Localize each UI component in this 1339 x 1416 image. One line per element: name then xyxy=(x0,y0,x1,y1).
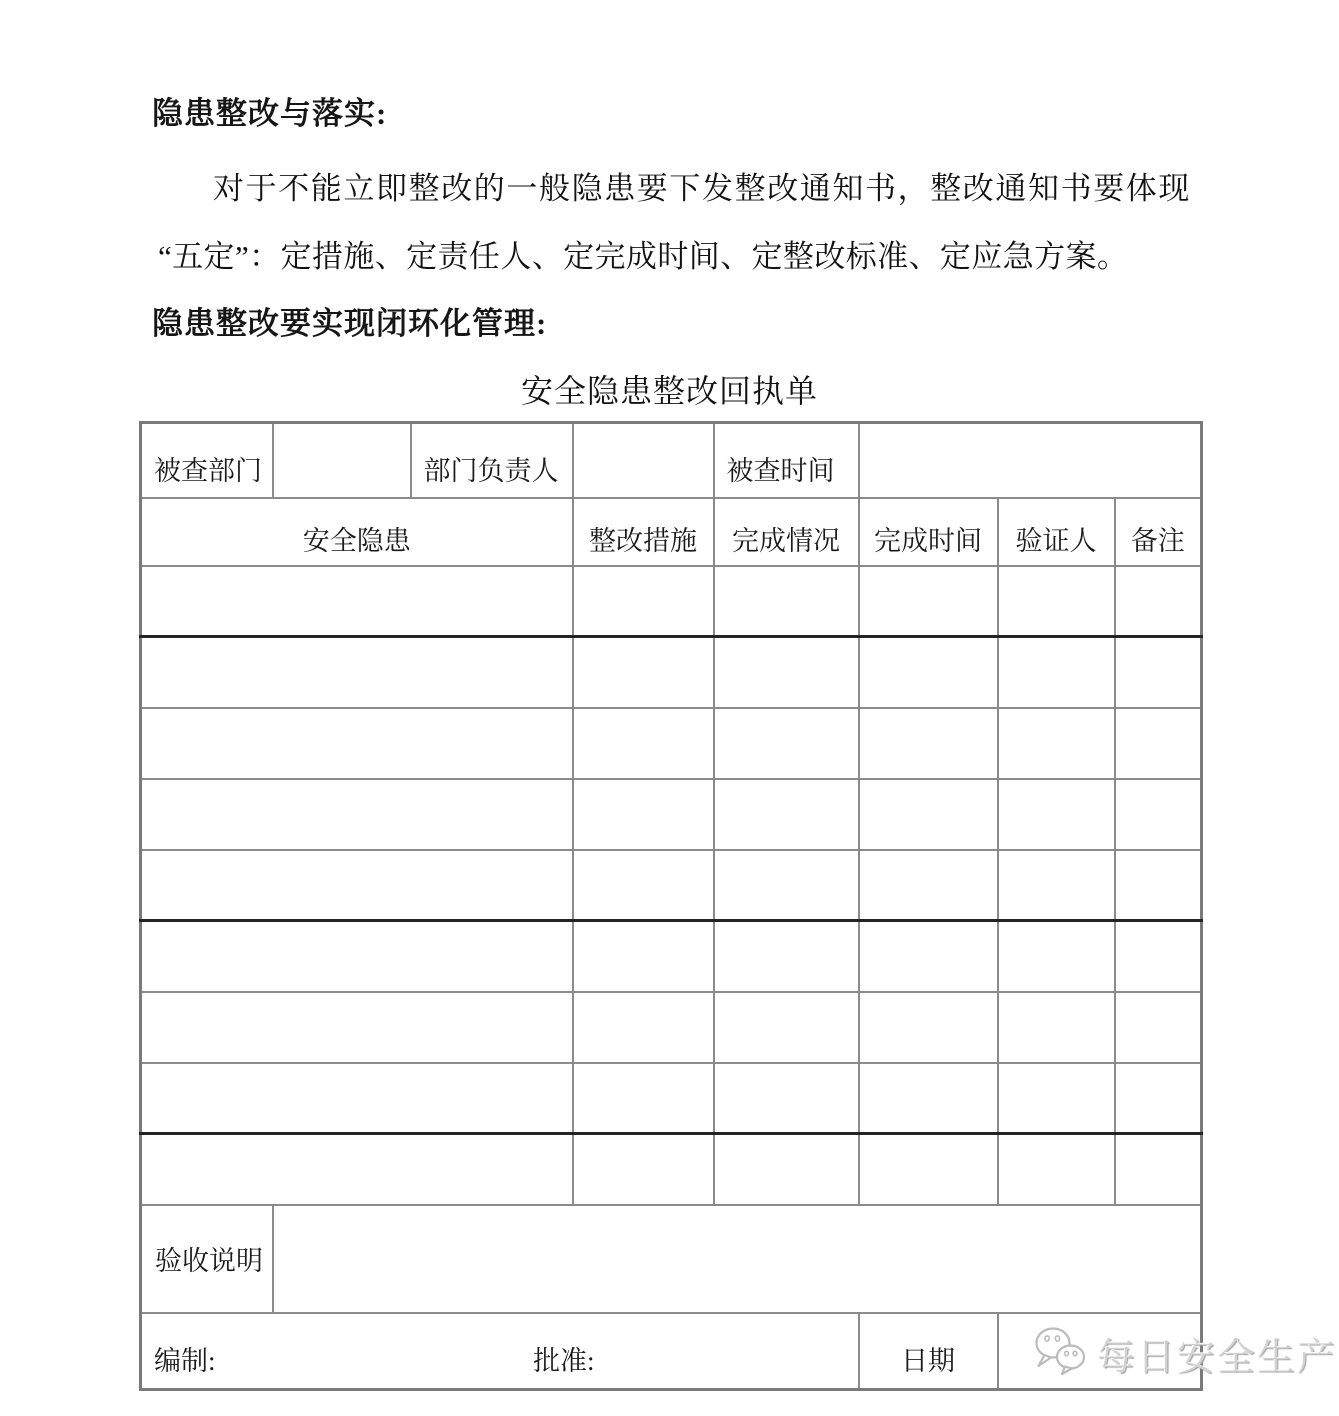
empty-cell xyxy=(859,708,998,779)
prepared-approved-cell xyxy=(141,1313,859,1390)
column-header-remarks: 备注 xyxy=(1115,498,1202,566)
empty-cell xyxy=(859,1063,998,1134)
column-header-measures: 整改措施 xyxy=(573,498,714,566)
empty-data-row xyxy=(141,1134,1202,1205)
empty-cell xyxy=(1115,566,1202,637)
empty-cell xyxy=(573,1134,714,1205)
date-label-cell: 日期 xyxy=(859,1313,998,1390)
empty-cell xyxy=(998,992,1115,1063)
empty-cell xyxy=(714,1063,859,1134)
empty-cell xyxy=(998,637,1115,708)
signature-row xyxy=(141,1313,1202,1390)
empty-cell xyxy=(573,1063,714,1134)
empty-cell xyxy=(998,921,1115,992)
paragraph-line-1: 对于不能立即整改的一般隐患要下发整改通知书，整改通知书要体现 xyxy=(213,171,1191,206)
table-title: 安全隐患整改回执单 xyxy=(520,373,818,409)
dept-head-value-cell xyxy=(573,423,714,498)
paragraph-line-2: “五定”：定措施、定责任人、定完成时间、定整改标准、定应急方案。 xyxy=(158,239,1129,274)
inspected-dept-value-cell xyxy=(273,423,411,498)
empty-cell xyxy=(859,566,998,637)
empty-cell xyxy=(859,850,998,921)
empty-cell xyxy=(141,1063,573,1134)
empty-cell xyxy=(141,992,573,1063)
prepared-label: 编制: xyxy=(154,1346,216,1376)
empty-cell xyxy=(573,850,714,921)
empty-cell xyxy=(998,779,1115,850)
empty-data-row xyxy=(141,708,1202,779)
empty-data-row xyxy=(141,850,1202,921)
empty-cell xyxy=(573,708,714,779)
empty-cell xyxy=(714,992,859,1063)
empty-cell xyxy=(998,1063,1115,1134)
info-row xyxy=(141,423,1202,498)
empty-cell xyxy=(141,708,573,779)
column-header-completion-status: 完成情况 xyxy=(714,498,859,566)
empty-data-row xyxy=(141,566,1202,637)
empty-cell xyxy=(1115,779,1202,850)
empty-cell xyxy=(714,566,859,637)
empty-rows-body xyxy=(141,566,1202,1205)
date-value-cell xyxy=(998,1313,1202,1390)
empty-data-row xyxy=(141,992,1202,1063)
empty-cell xyxy=(714,1134,859,1205)
inspected-dept-label-cell: 被查部门 xyxy=(141,423,273,498)
column-header-hazard: 安全隐患 xyxy=(141,498,573,566)
inspected-time-value-cell xyxy=(859,423,1202,498)
empty-data-row xyxy=(141,779,1202,850)
empty-cell xyxy=(998,1134,1115,1205)
empty-cell xyxy=(141,850,573,921)
empty-cell xyxy=(141,779,573,850)
empty-data-row xyxy=(141,921,1202,992)
empty-cell xyxy=(998,566,1115,637)
empty-data-row xyxy=(141,1063,1202,1134)
empty-cell xyxy=(859,921,998,992)
empty-cell xyxy=(141,637,573,708)
empty-cell xyxy=(859,1134,998,1205)
empty-cell xyxy=(141,1134,573,1205)
rectification-receipt-table xyxy=(139,421,1203,1391)
empty-cell xyxy=(573,637,714,708)
empty-cell xyxy=(573,992,714,1063)
acceptance-row xyxy=(141,1205,1202,1313)
column-header-verifier: 验证人 xyxy=(998,498,1115,566)
acceptance-label-cell: 验收说明 xyxy=(141,1205,273,1313)
empty-cell xyxy=(1115,850,1202,921)
column-header-row xyxy=(141,498,1202,566)
empty-cell xyxy=(141,566,573,637)
empty-cell xyxy=(573,921,714,992)
watermark-brand-text: 每日安全生产 xyxy=(1097,1337,1338,1379)
column-header-completion-time: 完成时间 xyxy=(859,498,998,566)
empty-cell xyxy=(714,921,859,992)
heading-rectification: 隐患整改与落实: xyxy=(152,96,388,131)
empty-cell xyxy=(573,779,714,850)
empty-cell xyxy=(859,637,998,708)
heading-closed-loop: 隐患整改要实现闭环化管理: xyxy=(152,306,548,341)
empty-cell xyxy=(714,637,859,708)
dept-head-label-cell: 部门负责人 xyxy=(411,423,573,498)
empty-cell xyxy=(1115,1063,1202,1134)
empty-cell xyxy=(1115,992,1202,1063)
empty-cell xyxy=(1115,1134,1202,1205)
empty-cell xyxy=(714,708,859,779)
empty-cell xyxy=(714,850,859,921)
empty-cell xyxy=(573,566,714,637)
acceptance-value-cell xyxy=(273,1205,1202,1313)
inspected-time-label-cell: 被查时间 xyxy=(714,423,859,498)
approved-label: 批准: xyxy=(533,1346,595,1376)
empty-cell xyxy=(998,850,1115,921)
empty-cell xyxy=(1115,637,1202,708)
empty-cell xyxy=(1115,921,1202,992)
empty-cell xyxy=(859,779,998,850)
empty-cell xyxy=(714,779,859,850)
empty-cell xyxy=(859,992,998,1063)
empty-data-row xyxy=(141,637,1202,708)
empty-cell xyxy=(1115,708,1202,779)
empty-cell xyxy=(141,921,573,992)
empty-cell xyxy=(998,708,1115,779)
